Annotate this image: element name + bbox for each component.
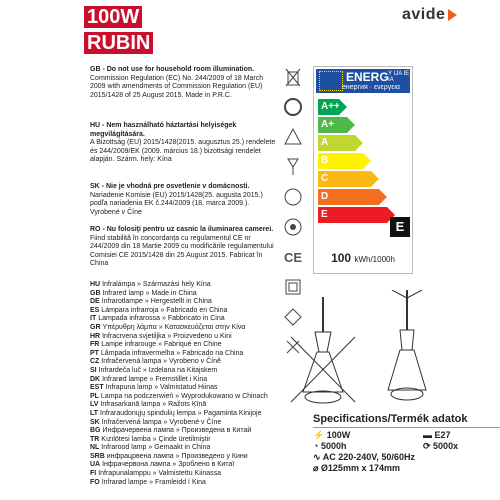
lang-text: Infrarød lampe » Framleidd í Kina [101,478,206,486]
section-title: GB - Do not use for household room illumination. [90,66,255,73]
lang-text: Infračervená lampa » Vyrobeno v Číně [101,358,221,366]
lang-item [90,410,280,419]
lang-code: HR [90,332,101,340]
lang-code: EST [90,384,104,392]
lang-text: Infracrvena svjetiljka » Proizvedeno u Kini [102,332,232,340]
energy-class-label: A++ [321,101,340,112]
specifications: Specifications/Termék adatok ⚡ 100W ▬ E27 ◔ 5000h ⟳ 5000x ∿ AC 220-240V, 50/60Hz ⌀ Ø125mm x 174mm [313,413,500,474]
energy-class-bar [318,189,379,205]
lang-code: SRB [90,452,105,460]
lang-item [90,367,280,376]
lang-code: PT [90,349,99,357]
lang-item [90,384,280,393]
section-body: Commission Regulation (EC) No. 244/2009 of 18 March 2009 with amendments of Commission Regulation (EU) 2015/1428 of 25 August 2015. Made in P.R.C. [90,74,264,99]
lang-code: GB [90,289,101,297]
energy-class-bar [318,117,347,133]
lang-text: Инфрачервена лампа » Произведена в Китай [102,427,252,435]
lang-item [90,393,280,402]
wattage-badge: 100W [84,6,142,28]
lang-code: FI [90,470,97,478]
lang-text: Lámpara infrarroja » Fabricado en China [101,306,228,314]
weee-bin-icon [282,66,304,88]
section-body: A Bizottság (EU) 2015/1428(2015. augusztus 25.) rendelete és 244/2009/EK (2009. március 18.) bizottsági rendelet alapján. Szárm. hely: Kína [90,139,276,164]
energy-class-bar [318,135,355,151]
spec-cap: E27 [434,430,451,440]
header-badges [84,6,156,54]
energy-header [316,69,410,93]
section-body: Fiind stabilită în concordanţa cu regulamentul CE nr 244/2009 din 18 Martie 2009 cu modificările regulamentului Comisiei CE 2015/1428 din 25 August 2015. Fabricat în China [90,234,274,268]
lang-text: Infrardeča luč » Izdelana na Kitajskem [98,366,218,374]
energy-class-label: A+ [321,119,335,130]
regulation-section [90,183,280,217]
regulation-section [90,66,280,100]
language-list [90,281,280,487]
lang-code: ES [90,306,100,314]
lang-item [90,333,280,342]
section-body: Nariadenie Komisie (EU) 2015/1428(25. augusta 2015.) podľa nariadenia EK č.244/2009 (18. marca 2009.). Vyrobené v Číne [90,191,263,216]
lang-item [90,358,280,367]
lang-item [90,376,280,385]
lang-code: UA [90,461,101,469]
energy-class-label: C [321,173,329,184]
lang-text: Інфрачервона лампа » Зроблено в Китаї [102,461,235,469]
lang-code: IT [90,315,97,323]
recycle-icon [282,96,304,118]
spec-voltage: AC 220-240V, 50/60Hz [322,452,415,462]
lang-item [90,341,280,350]
lang-text: Infrarotlampe » Hergestellt in China [101,298,212,306]
lang-code: SI [90,366,97,374]
lang-text: Infrarød lampe » Fremstillet i Kina [102,375,208,383]
energy-label [313,66,413,274]
lang-code: TR [90,435,100,443]
energy-class-bar [318,207,387,223]
lang-item [90,444,280,453]
lamp-illustration-left [283,297,363,412]
section-title: SK - Nie je vhodná pre osvetlenie v domácnosti. [90,183,250,190]
lang-code: BG [90,427,101,435]
lang-text: Infraraudonųjų spindulių lempa » Pagaminta Kinijoje [100,409,262,417]
cardboard-icon [282,186,304,208]
lang-code: SK [90,418,100,426]
lang-item [90,290,280,299]
product-name: RUBIN [84,32,153,54]
spec-life: 5000h [320,441,347,451]
consumption-unit: kWh/1000h [354,255,395,264]
energy-class-label: D [321,191,329,202]
energy-sub: енергия · ενεργεια [342,84,400,91]
logo-triangle-icon [448,9,457,21]
energy-class-bar [318,153,363,169]
consumption-value: 100 [331,251,352,265]
energy-class-bar [318,171,371,187]
lang-code: HU [90,281,101,288]
lang-item [90,298,280,307]
spec-size: Ø125mm x 174mm [320,463,400,473]
lang-code: FO [90,478,100,486]
lang-text: Infrapuna lamp » Valmistatud Hiinas [105,384,218,392]
lang-item [90,401,280,410]
lang-item [90,307,280,316]
lang-item [90,315,280,324]
section-title: HU - Nem használható háztartási helyiségek megvilágítására. [90,122,237,138]
energy-class-label: B [321,155,329,166]
lang-text: Lampa na podczerwień » Wyprodukowano w Chinach [100,392,268,400]
energy-title: ENERG [346,70,389,84]
lang-code: NL [90,444,100,452]
energy-rating-arrow: E [390,217,410,237]
lang-text: Infralámpa » Származási hely Kína [102,281,211,288]
brand-name: avide [402,6,446,23]
energy-langs: Y IJA IE IA [388,71,410,83]
energy-class-label: A [321,137,329,148]
energy-class-label: E [321,209,328,220]
brand-logo [402,6,457,24]
lang-text: Infrared lamp » Made in China [102,289,197,297]
plug-icon [282,216,304,238]
ce-mark-icon: CE [283,249,303,265]
lang-item [90,461,280,470]
lang-text: Infračervená lampa » Vyrobené v Číne [101,418,222,426]
class-symbol-icon [282,276,304,298]
lang-item [90,419,280,428]
lang-text: Lampe infrarouge » Fabriqué en Chine [101,341,222,349]
glass-fork-icon [282,156,304,178]
lang-code: LT [90,409,99,417]
regulation-section [90,122,280,165]
recycle-21-icon [282,126,304,148]
lang-code: LV [90,401,99,409]
lang-item [90,427,280,436]
lang-code: FR [90,341,100,349]
lang-text: Kızılötesi lamba » Çinde üretilmiştir [101,435,211,443]
lang-text: Infrasarkanā lampa » Ražots Ķīnā [100,401,207,409]
energy-consumption [316,251,410,265]
specs-title: Specifications/Termék adatok [313,413,468,425]
lang-text: Υπέρυθρη λάμπα » Κατασκευάζεται στην Κίνα [102,323,246,331]
lang-code: PL [90,392,99,400]
section-title: RO - Nu folosiţi pentru uz casnic la iluminarea camerei. [90,226,274,233]
lang-code: DK [90,375,101,383]
lamp-illustration-right [372,290,442,410]
spec-cycles: 5000x [433,441,459,451]
lang-text: Lâmpada infravermelha » Fabricado na China [100,349,244,357]
lang-text: Infrarood lamp » Gemaakt in China [101,444,211,452]
lang-item [90,324,280,333]
lang-code: CZ [90,358,100,366]
regulation-section [90,226,280,269]
lang-text: Lampada infrarossa » Fabbricato in Cina [98,315,225,323]
lang-text: Infrapunalamppu » Valmistettu Kiinassa [98,470,222,478]
lang-item [90,281,280,290]
lang-code: GR [90,323,101,331]
lang-item [90,479,280,488]
lang-text: инфрацрвена лампа » Произведено у Кини [106,452,248,460]
eu-flag-icon [319,71,343,91]
lang-item [90,470,280,479]
lang-item [90,436,280,445]
energy-class-bar [318,99,339,115]
lang-code: DE [90,298,100,306]
spec-power: 100W [326,430,351,440]
